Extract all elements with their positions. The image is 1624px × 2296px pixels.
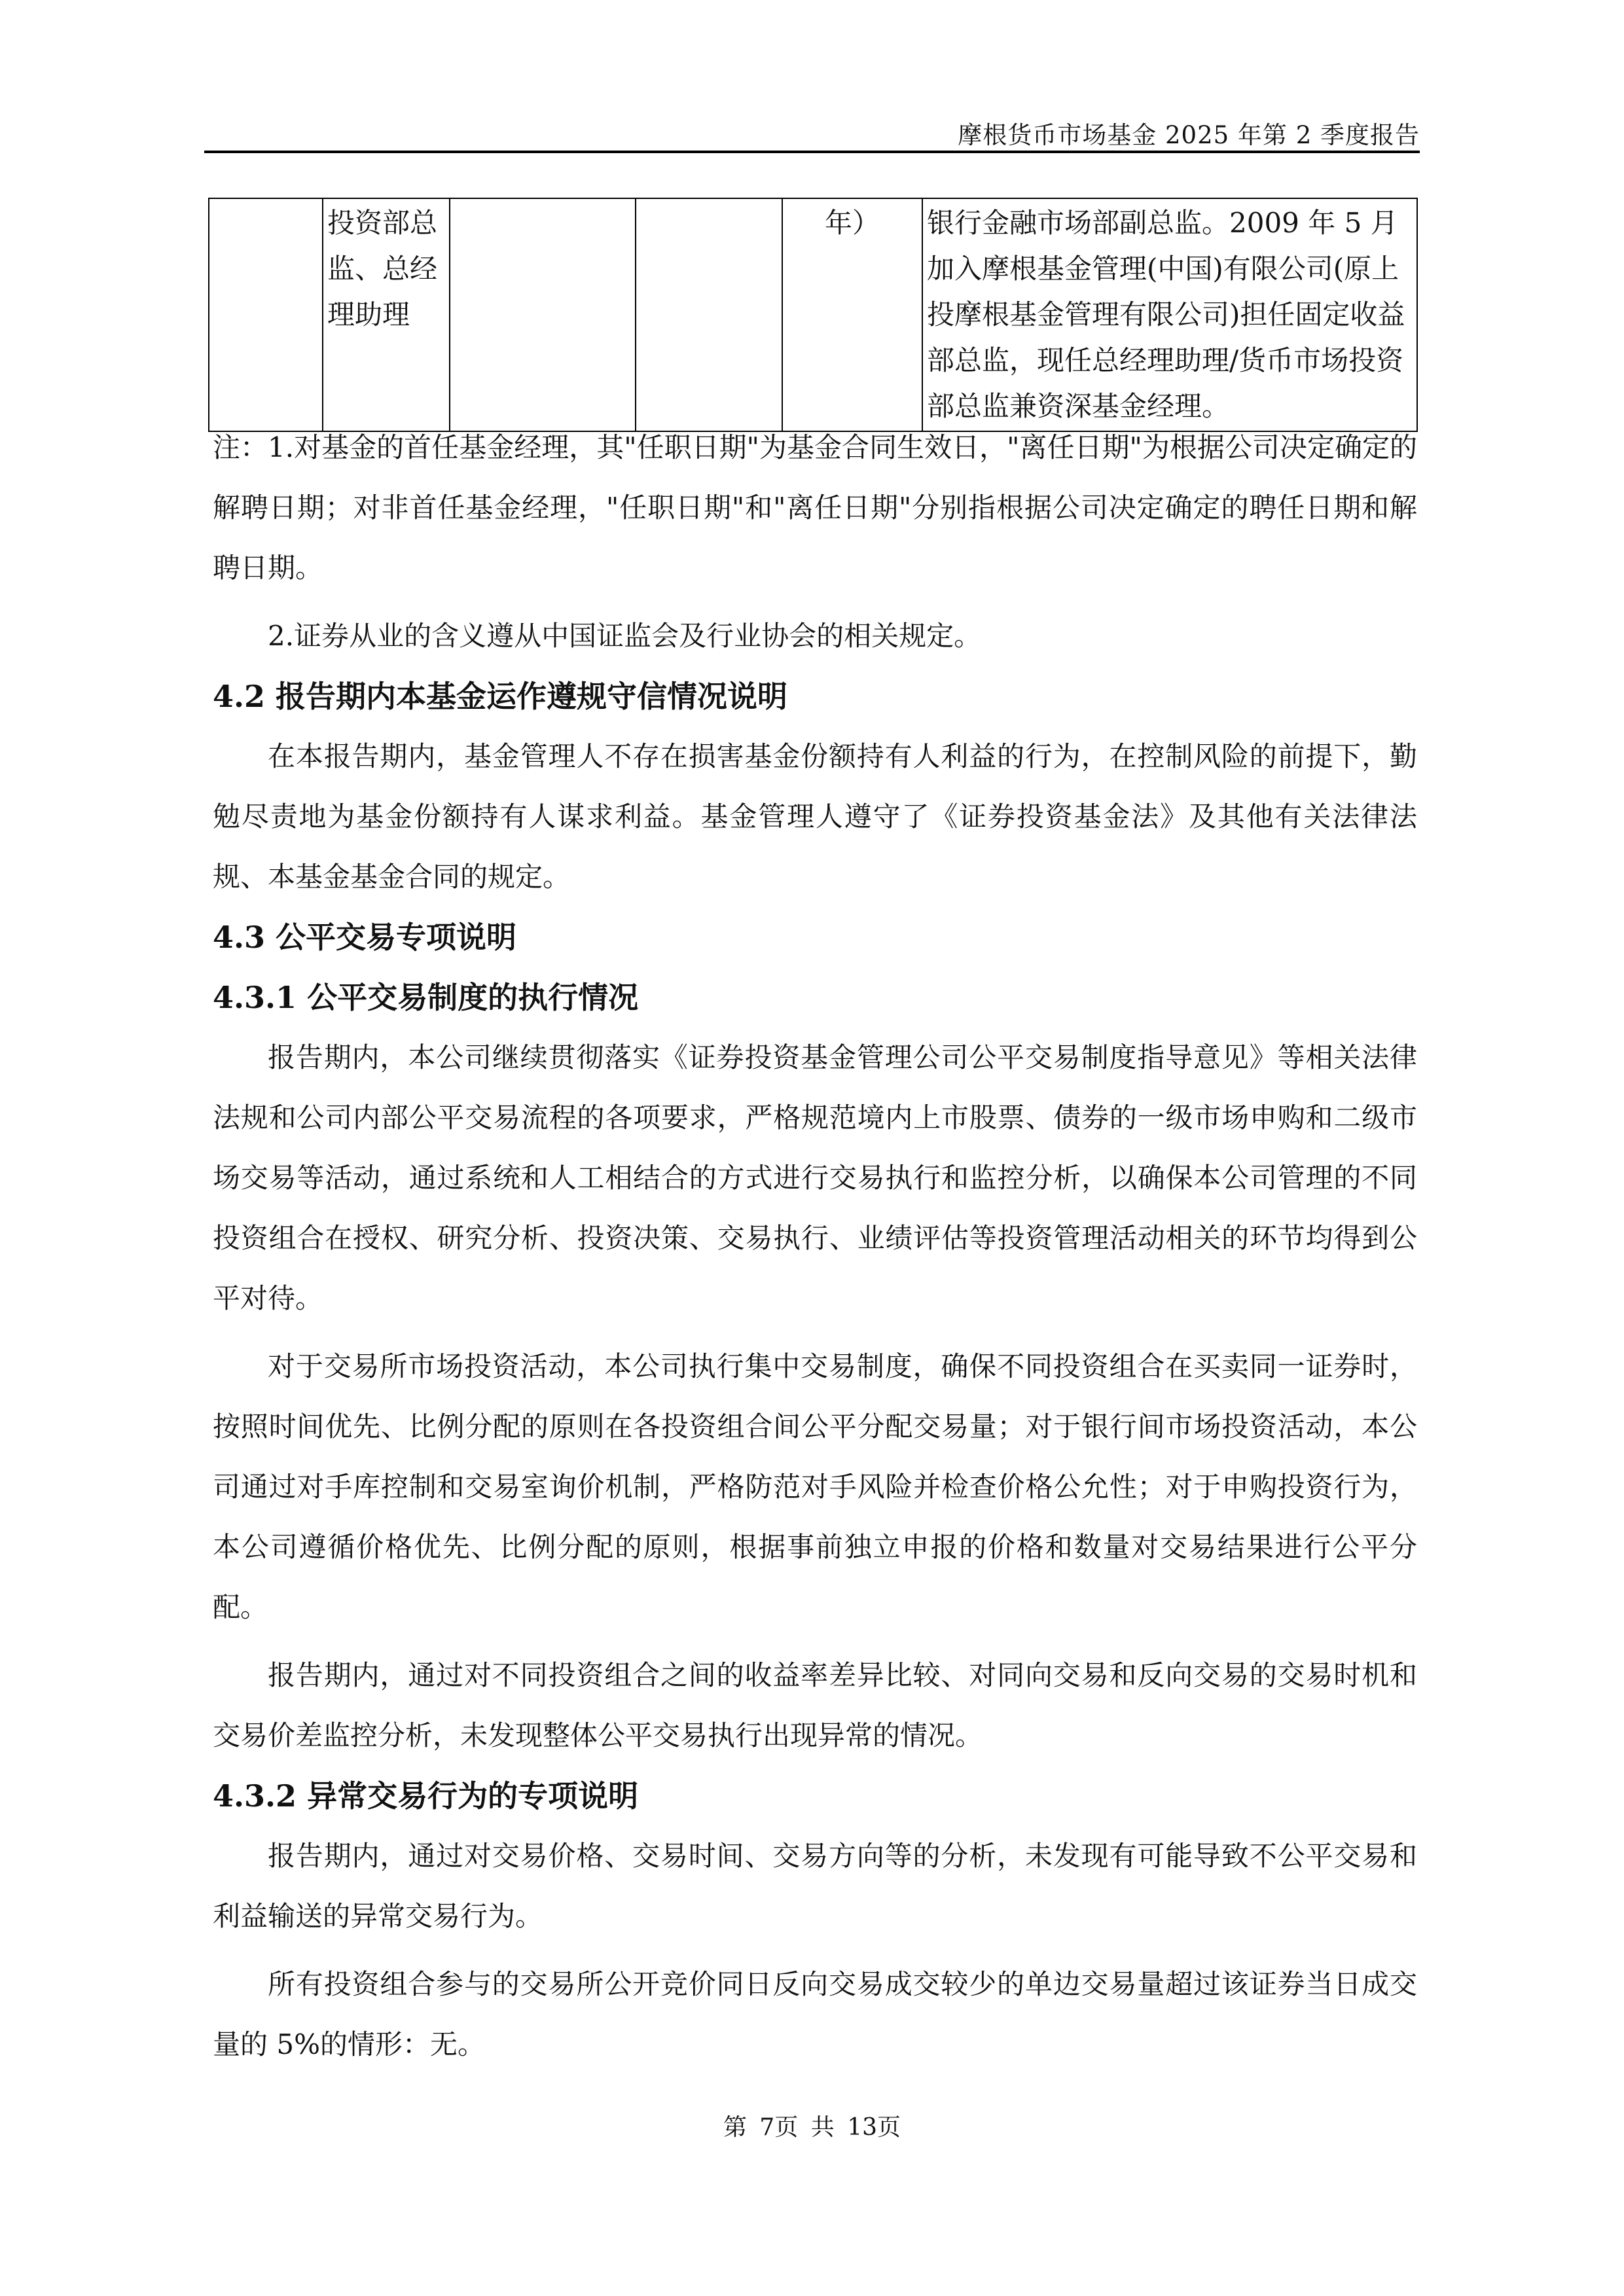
table-cell-name: [209, 198, 323, 431]
table-cell-start-date: [450, 198, 636, 431]
table-cell-position: 投资部总监、总经理助理: [323, 198, 450, 431]
table-row: [209, 198, 1417, 431]
note-1: 注：1.对基金的首任基金经理，其"任职日期"为基金合同生效日，"离任日期"为根据公司决定确定的解聘日期；对非首任基金经理，"任职日期"和"离任日期"分别指根据公司决定确定的聘任日期和解聘日期。: [213, 431, 1417, 584]
section-4-3-2-heading: 4.3.2 异常交易行为的专项说明: [213, 1778, 639, 1814]
body-content: [213, 418, 1417, 2075]
section-4-3-heading: 4.3 公平交易专项说明: [213, 920, 517, 955]
section-4-3-1-paragraph-1: 报告期内，本公司继续贯彻落实《证券投资基金管理公司公平交易制度指导意见》等相关法律法规和公司内部公平交易流程的各项要求，严格规范境内上市股票、债券的一级市场申购和二级市场交易等活动，通过系统和人工相结合的方式进行交易执行和监控分析，以确保本公司管理的不同投资组合在授权、研究分析、投资决策、交易执行、业绩评估等投资管理活动相关的环节均得到公平对待。: [213, 1041, 1417, 1314]
note-2: 2.证券从业的含义遵从中国证监会及行业协会的相关规定。: [268, 620, 982, 652]
section-4-3-1-heading: 4.3.1 公平交易制度的执行情况: [213, 980, 639, 1015]
section-4-2-heading: 4.2 报告期内本基金运作遵规守信情况说明: [213, 679, 788, 714]
fund-manager-table: [208, 198, 1418, 432]
section-4-3-2-paragraph-1: 报告期内，通过对交易价格、交易时间、交易方向等的分析，未发现有可能导致不公平交易和利益输送的异常交易行为。: [213, 1840, 1417, 1932]
page-footer: 第 7页 共 13页: [723, 2114, 901, 2141]
section-4-2-paragraph: 在本报告期内，基金管理人不存在损害基金份额持有人利益的行为，在控制风险的前提下，勤勉尽责地为基金份额持有人谋求利益。基金管理人遵守了《证券投资基金法》及其他有关法律法规、本基金基金合同的规定。: [213, 740, 1417, 893]
table-cell-bio: 银行金融市场部副总监。2009 年 5 月加入摩根基金管理(中国)有限公司(原上投摩根基金管理有限公司)担任固定收益部总监，现任总经理助理/货币市场投资部总监兼资深基金经理。: [922, 198, 1417, 431]
section-4-3-1-paragraph-3: 报告期内，通过对不同投资组合之间的收益率差异比较、对同向交易和反向交易的交易时机和交易价差监控分析，未发现整体公平交易执行出现异常的情况。: [213, 1659, 1417, 1751]
section-4-3-2-paragraph-2: 所有投资组合参与的交易所公开竞价同日反向交易成交较少的单边交易量超过该证券当日成交量的 5%的情形：无。: [213, 1968, 1417, 2060]
header-title: 摩根货币市场基金 2025 年第 2 季度报告: [958, 121, 1420, 149]
table-cell-tenure: 年）: [782, 198, 922, 431]
table-cell-end-date: [636, 198, 782, 431]
header-rule: [204, 151, 1420, 153]
section-4-3-1-paragraph-2: 对于交易所市场投资活动，本公司执行集中交易制度，确保不同投资组合在买卖同一证券时，按照时间优先、比例分配的原则在各投资组合间公平分配交易量；对于银行间市场投资活动，本公司通过对手库控制和交易室询价机制，严格防范对手风险并检查价格公允性；对于申购投资行为，本公司遵循价格优先、比例分配的原则，根据事前独立申报的价格和数量对交易结果进行公平分配。: [213, 1350, 1417, 1623]
